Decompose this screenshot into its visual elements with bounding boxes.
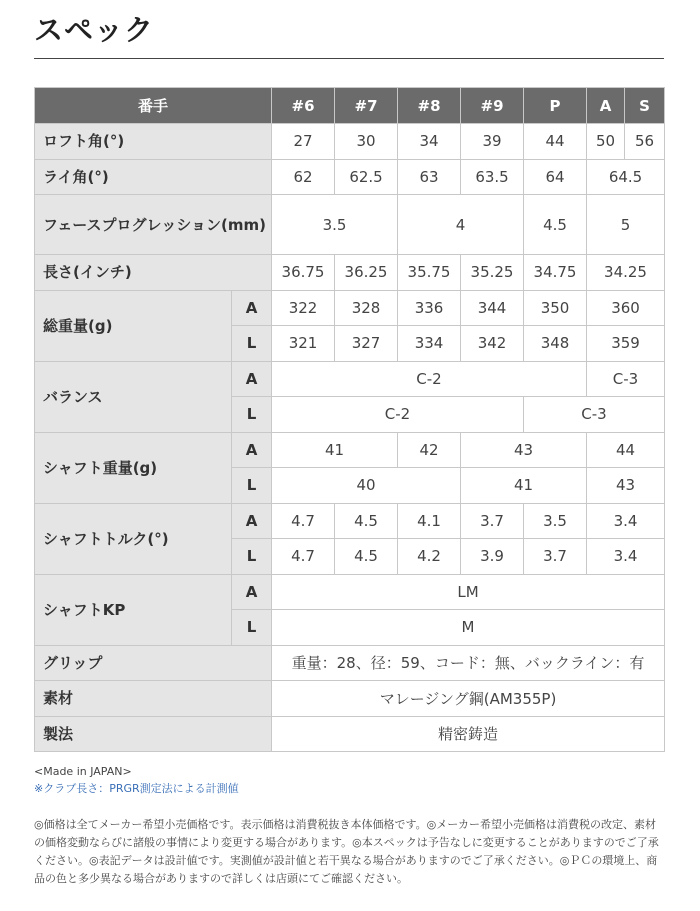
table-cell: 34.75 (524, 255, 587, 291)
table-row (35, 290, 665, 326)
page-title: スペック (34, 13, 155, 47)
footer-disclaimer: ◎価格は全てメーカー希望小売価格です。表示価格は消費税抜き本体価格です。◎メーカー希望小売価格は消費税の改定、素材の価格変動ならびに諸般の事情により変更する場合があります。◎本スペックは予告なしに変更することがありますのでご了承ください。◎表記データは設計値です。実測値が設計値と若干異なる場合がありますのでご了承ください。◎ＰＣの環境上、商品の色と多少異なる場合がありますので詳しくは店頭にてご確認ください。 (34, 818, 659, 885)
row-label: 素材 (35, 681, 272, 717)
table-cell: マレージング鋼(AM355P) (272, 681, 665, 717)
table-cell: 39 (461, 124, 524, 160)
table-cell: 3.4 (587, 503, 665, 539)
table-row (35, 361, 665, 397)
table-cell: 321 (272, 326, 335, 362)
table-cell: 62.5 (335, 159, 398, 195)
table-cell: 322 (272, 290, 335, 326)
table-cell: 36.75 (272, 255, 335, 291)
row-label: シャフトKP (35, 574, 232, 645)
table-cell: C-2 (272, 397, 524, 433)
header-cell: #6 (272, 88, 335, 124)
row-label: シャフトトルク(°) (35, 503, 232, 574)
table-cell: 360 (587, 290, 665, 326)
row-label: バランス (35, 361, 232, 432)
table-row (35, 574, 665, 610)
table-cell: 43 (587, 468, 665, 504)
sub-label: A (232, 290, 272, 326)
table-cell: 3.7 (461, 503, 524, 539)
table-row (35, 124, 665, 160)
table-cell: 43 (461, 432, 587, 468)
sub-label: L (232, 468, 272, 504)
sub-label: L (232, 397, 272, 433)
table-cell: 40 (272, 468, 461, 504)
table-row (35, 681, 665, 717)
row-label: 総重量(g) (35, 290, 232, 361)
table-cell: 50 (587, 124, 625, 160)
table-cell: 327 (335, 326, 398, 362)
table-cell: 336 (398, 290, 461, 326)
header-cell: S (625, 88, 665, 124)
table-cell: 63 (398, 159, 461, 195)
table-cell: 3.9 (461, 539, 524, 575)
table-cell: 4 (398, 195, 524, 255)
table-row (35, 503, 665, 539)
table-cell: LM (272, 574, 665, 610)
table-cell: 328 (335, 290, 398, 326)
header-cell: #8 (398, 88, 461, 124)
table-cell: 41 (461, 468, 587, 504)
table-cell: 27 (272, 124, 335, 160)
table-cell: C-3 (587, 361, 665, 397)
table-cell: 350 (524, 290, 587, 326)
table-cell: 56 (625, 124, 665, 160)
row-label: シャフト重量(g) (35, 432, 232, 503)
table-row (35, 645, 665, 681)
sub-label: A (232, 432, 272, 468)
sub-label: L (232, 539, 272, 575)
table-cell: 30 (335, 124, 398, 160)
table-cell: C-2 (272, 361, 587, 397)
row-label: ロフト角(°) (35, 124, 272, 160)
header-cell: #9 (461, 88, 524, 124)
sub-label: A (232, 503, 272, 539)
table-cell: 36.25 (335, 255, 398, 291)
header-cell: 番手 (35, 88, 272, 124)
table-cell: 34.25 (587, 255, 665, 291)
table-header-row (35, 88, 665, 124)
table-cell: 348 (524, 326, 587, 362)
table-cell: 35.75 (398, 255, 461, 291)
table-cell: 4.7 (272, 503, 335, 539)
table-cell: 3.4 (587, 539, 665, 575)
table-cell: 344 (461, 290, 524, 326)
table-cell: 4.5 (524, 195, 587, 255)
table-cell: 62 (272, 159, 335, 195)
sub-label: A (232, 574, 272, 610)
table-cell: 64 (524, 159, 587, 195)
table-cell: 3.7 (524, 539, 587, 575)
row-label: フェースプログレッション(mm) (35, 195, 272, 255)
table-cell: 64.5 (587, 159, 665, 195)
table-cell: 342 (461, 326, 524, 362)
sub-label: L (232, 326, 272, 362)
table-cell: 3.5 (524, 503, 587, 539)
notes (34, 763, 239, 797)
row-label: ライ角(°) (35, 159, 272, 195)
table-cell: 359 (587, 326, 665, 362)
table-cell: 4.7 (272, 539, 335, 575)
sub-label: L (232, 610, 272, 646)
made-in-note: <Made in JAPAN> (34, 765, 132, 778)
table-cell: 5 (587, 195, 665, 255)
title-divider (34, 58, 664, 59)
table-cell: 4.5 (335, 539, 398, 575)
table-cell: 44 (524, 124, 587, 160)
table-cell: 4.1 (398, 503, 461, 539)
table-cell: 精密鋳造 (272, 716, 665, 752)
table-row (35, 159, 665, 195)
table-cell: 334 (398, 326, 461, 362)
table-cell: C-3 (524, 397, 665, 433)
row-label: グリップ (35, 645, 272, 681)
table-cell: 41 (272, 432, 398, 468)
table-cell: 4.5 (335, 503, 398, 539)
header-cell: A (587, 88, 625, 124)
length-note-link[interactable]: ※クラブ長さ：PRGR測定法による計測値 (34, 782, 239, 795)
table-row (35, 432, 665, 468)
header-cell: #7 (335, 88, 398, 124)
table-cell: 34 (398, 124, 461, 160)
table-cell: 44 (587, 432, 665, 468)
table-cell: 重量：28、径：59、コード：無、バックライン：有 (272, 645, 665, 681)
table-cell: M (272, 610, 665, 646)
table-cell: 42 (398, 432, 461, 468)
table-cell: 35.25 (461, 255, 524, 291)
table-cell: 4.2 (398, 539, 461, 575)
header-cell: P (524, 88, 587, 124)
table-row (35, 255, 665, 291)
row-label: 製法 (35, 716, 272, 752)
spec-table (34, 87, 665, 752)
table-row (35, 716, 665, 752)
sub-label: A (232, 361, 272, 397)
table-row (35, 195, 665, 255)
table-cell: 63.5 (461, 159, 524, 195)
row-label: 長さ(インチ) (35, 255, 272, 291)
table-cell: 3.5 (272, 195, 398, 255)
